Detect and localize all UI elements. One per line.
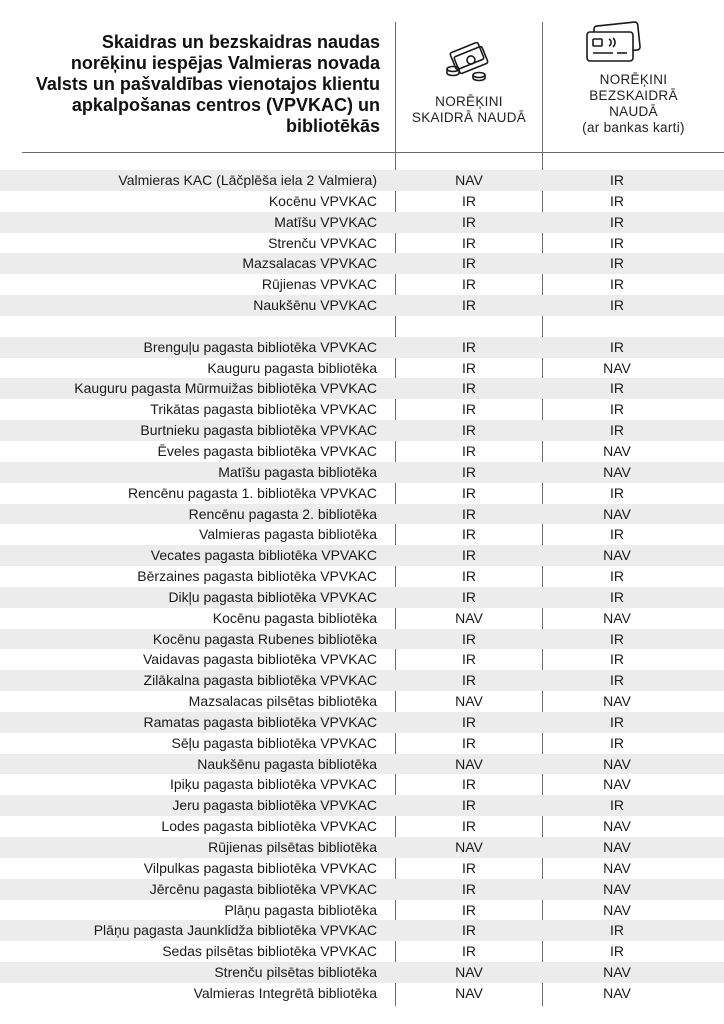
location-name: Naukšēnu VPVKAC	[253, 297, 377, 314]
location-name: Valmieras Integrētā bibliotēka	[193, 984, 377, 1001]
location-name: Matīšu pagasta bibliotēka	[218, 463, 377, 480]
location-name: Naukšēnu pagasta bibliotēka	[197, 755, 377, 772]
column-header-cash-label: NORĒĶINI SKAIDRĀ NAUDĀ	[411, 94, 527, 125]
cash-value: IR	[462, 568, 476, 585]
location-name: Vecates pagasta bibliotēka VPVAKC	[150, 547, 377, 564]
column-header-cash	[396, 94, 542, 126]
card-value: NAV	[603, 609, 631, 626]
location-name: Lodes pagasta bibliotēka VPVKAC	[161, 818, 377, 835]
card-value: IR	[610, 172, 624, 188]
location-name: Ēveles pagasta bibliotēka VPVKAC	[157, 442, 377, 459]
table-row	[0, 420, 724, 441]
card-value: IR	[610, 797, 624, 814]
cash-value: IR	[462, 943, 476, 960]
card-value: IR	[610, 422, 624, 439]
cash-value: IR	[462, 713, 476, 730]
table-row	[0, 191, 724, 212]
column-header-card-sublabel: (ar bankas karti)	[582, 120, 685, 135]
cash-value: IR	[462, 484, 476, 501]
table-row	[0, 524, 724, 545]
location-name: Dikļu pagasta bibliotēka VPVKAC	[168, 588, 377, 605]
location-name: Brenguļu pagasta bibliotēka VPVKAC	[143, 338, 377, 355]
table-row	[0, 441, 724, 462]
card-value: NAV	[603, 547, 631, 564]
cash-value: IR	[462, 526, 476, 543]
table-row	[0, 608, 724, 629]
location-name: Matīšu VPVKAC	[274, 213, 377, 230]
location-name: Sēļu pagasta bibliotēka VPVKAC	[171, 734, 377, 751]
table-row	[0, 983, 724, 1004]
card-value: IR	[610, 255, 624, 272]
card-value: IR	[610, 297, 624, 314]
card-value: IR	[610, 213, 624, 230]
table-row	[0, 879, 724, 900]
column-header-card	[543, 72, 724, 136]
card-value: IR	[610, 234, 624, 251]
location-name: Trikātas pagasta bibliotēka VPVKAC	[150, 401, 377, 418]
card-value: NAV	[603, 776, 631, 793]
table-row	[0, 483, 724, 504]
cash-value: NAV	[455, 755, 483, 772]
card-value: IR	[610, 588, 624, 605]
location-name: Plāņu pagasta bibliotēka	[224, 901, 377, 918]
card-value: IR	[610, 484, 624, 501]
card-value: NAV	[603, 839, 631, 855]
cash-value: IR	[462, 401, 476, 418]
cash-value: IR	[462, 588, 476, 605]
cash-value: IR	[462, 276, 476, 293]
card-value: NAV	[603, 505, 631, 522]
location-name: Zilākalna pagasta bibliotēka VPVKAC	[143, 672, 377, 689]
card-value: IR	[610, 713, 624, 730]
table-row	[0, 858, 724, 879]
location-name: Sedas pilsētas bibliotēka VPVKAC	[162, 943, 377, 960]
card-value: NAV	[603, 463, 631, 480]
table-row	[0, 774, 724, 795]
card-value: IR	[610, 943, 624, 960]
location-name: Strenču pilsētas bibliotēka	[214, 964, 377, 981]
location-name: Plāņu pagasta Jaunklidža bibliotēka VPVKAC	[93, 922, 377, 939]
cash-value: IR	[462, 442, 476, 459]
cash-value: IR	[462, 380, 476, 397]
cash-value: IR	[462, 213, 476, 230]
cash-value: IR	[462, 463, 476, 480]
table-row	[0, 295, 724, 316]
table-row	[0, 587, 724, 608]
table-row	[0, 670, 724, 691]
location-name: Jeru pagasta bibliotēka VPVKAC	[172, 797, 377, 814]
location-name: Kauguru pagasta bibliotēka	[207, 359, 377, 376]
cash-value: IR	[462, 734, 476, 751]
column-header-card-label: NORĒĶINI BEZSKAIDRĀ NAUDĀ	[589, 72, 678, 119]
cash-value: NAV	[455, 172, 483, 188]
cash-value: IR	[462, 859, 476, 876]
cash-value: IR	[462, 651, 476, 668]
location-name: Ramatas pagasta bibliotēka VPVKAC	[143, 713, 377, 730]
table-row	[0, 337, 724, 358]
cash-value: NAV	[455, 984, 483, 1001]
cash-value: NAV	[455, 839, 483, 855]
cash-value: IR	[462, 901, 476, 918]
table-row	[0, 900, 724, 921]
page-title: Skaidras un bezskaidras naudas norēķinu iespējas Valmieras novada Valsts un pašvaldības vienotajos klientu apkalpošanas centros (VPVKAC) un bibliotēkās	[35, 32, 380, 136]
header-divider	[22, 152, 724, 153]
card-value: IR	[610, 672, 624, 689]
card-value: IR	[610, 526, 624, 543]
location-name: Kocēnu pagasta bibliotēka	[212, 609, 377, 626]
table-row	[0, 754, 724, 775]
table-row	[0, 920, 724, 941]
location-name: Rencēnu pagasta 2. bibliotēka	[188, 505, 377, 522]
location-name: Kocēnu pagasta Rubenes bibliotēka	[152, 630, 377, 647]
table-spacer	[0, 316, 724, 337]
location-name: Valmieras KAC (Lāčplēša iela 2 Valmiera)	[118, 172, 377, 188]
table-row	[0, 566, 724, 587]
cash-value: NAV	[455, 609, 483, 626]
card-value: IR	[610, 922, 624, 939]
table-row	[0, 545, 724, 566]
card-value: IR	[610, 338, 624, 355]
card-value: NAV	[603, 359, 631, 376]
table-row	[0, 795, 724, 816]
table-row	[0, 170, 724, 191]
card-value: IR	[610, 380, 624, 397]
table-row	[0, 837, 724, 858]
card-value: IR	[610, 630, 624, 647]
location-name: Bērzaines pagasta bibliotēka VPVKAC	[137, 568, 377, 585]
location-name: Mazsalacas VPVKAC	[242, 255, 377, 272]
table-row	[0, 733, 724, 754]
cash-value: IR	[462, 338, 476, 355]
cash-value: NAV	[455, 964, 483, 981]
cash-value: IR	[462, 234, 476, 251]
table-row	[0, 358, 724, 379]
card-icon	[583, 21, 645, 65]
table-row	[0, 462, 724, 483]
location-name: Valmieras pagasta bibliotēka	[199, 526, 377, 543]
card-value: NAV	[603, 693, 631, 710]
cash-value: IR	[462, 422, 476, 439]
table-row	[0, 941, 724, 962]
table-row	[0, 962, 724, 983]
cash-value: IR	[462, 255, 476, 272]
card-value: NAV	[603, 984, 631, 1001]
location-name: Jērcēnu pagasta bibliotēka VPVKAC	[149, 880, 377, 897]
cash-value: IR	[462, 880, 476, 897]
table-row	[0, 233, 724, 254]
location-name: Mazsalacas pilsētas bibliotēka	[188, 693, 377, 710]
location-name: Kauguru pagasta Mūrmuižas bibliotēka VPVKAC	[74, 380, 377, 397]
card-value: IR	[610, 568, 624, 585]
card-value: IR	[610, 192, 624, 209]
location-name: Rencēnu pagasta 1. bibliotēka VPVKAC	[127, 484, 377, 501]
location-name: Rūjienas pilsētas bibliotēka	[208, 839, 377, 855]
cash-value: IR	[462, 797, 476, 814]
locations-table	[0, 170, 724, 1004]
card-value: NAV	[603, 901, 631, 918]
cash-value: IR	[462, 672, 476, 689]
table-row	[0, 504, 724, 525]
cash-value: IR	[462, 547, 476, 564]
cash-value: IR	[462, 776, 476, 793]
location-name: Vaidavas pagasta bibliotēka VPVKAC	[143, 651, 377, 668]
cash-value: IR	[462, 192, 476, 209]
table-row	[0, 649, 724, 670]
card-value: IR	[610, 276, 624, 293]
table-row	[0, 691, 724, 712]
card-value: NAV	[603, 442, 631, 459]
location-name: Strenču VPVKAC	[268, 234, 377, 251]
cash-value: IR	[462, 297, 476, 314]
location-name: Rūjienas VPVKAC	[261, 276, 377, 293]
card-value: NAV	[603, 859, 631, 876]
table-row	[0, 253, 724, 274]
table-row	[0, 629, 724, 650]
card-value: IR	[610, 651, 624, 668]
table-row	[0, 378, 724, 399]
cash-value: NAV	[455, 693, 483, 710]
card-value: NAV	[603, 755, 631, 772]
cash-icon	[443, 39, 491, 83]
location-name: Burtnieku pagasta bibliotēka VPVKAC	[140, 422, 377, 439]
cash-value: IR	[462, 359, 476, 376]
cash-value: IR	[462, 922, 476, 939]
card-value: NAV	[603, 880, 631, 897]
table-row	[0, 274, 724, 295]
table-row	[0, 816, 724, 837]
cash-value: IR	[462, 818, 476, 835]
location-name: Kocēnu VPVKAC	[268, 192, 377, 209]
cash-value: IR	[462, 630, 476, 647]
table-row	[0, 399, 724, 420]
location-name: Vilpulkas pagasta bibliotēka VPVKAC	[143, 859, 377, 876]
table-row	[0, 712, 724, 733]
card-value: NAV	[603, 964, 631, 981]
card-value: IR	[610, 734, 624, 751]
cash-value: IR	[462, 505, 476, 522]
table-row	[0, 212, 724, 233]
location-name: Ipiķu pagasta bibliotēka VPVKAC	[169, 776, 377, 793]
card-value: NAV	[603, 818, 631, 835]
card-value: IR	[610, 401, 624, 418]
